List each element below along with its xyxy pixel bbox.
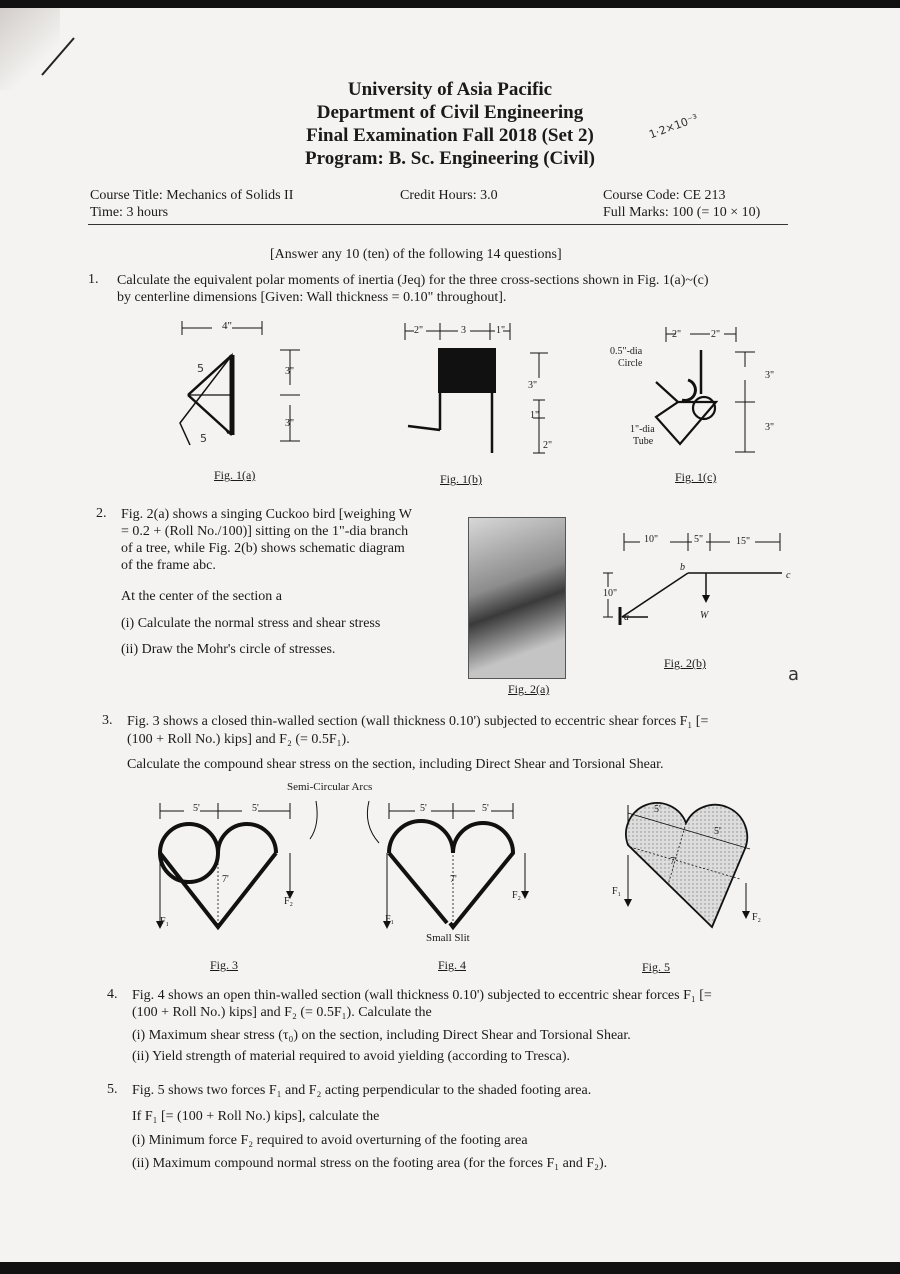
fig-1a-h2: 3"	[285, 418, 295, 429]
fig-1c-w1: 2"	[672, 329, 682, 340]
university-name: University of Asia Pacific	[347, 79, 553, 100]
full-marks: Full Marks: 100 (= 10 × 10)	[603, 205, 761, 220]
fig-1a-width: 4"	[222, 320, 232, 332]
q1-number: 1.	[88, 272, 99, 287]
credit-hours: Credit Hours: 3.0	[400, 188, 498, 203]
q5-part-ii: (ii) Maximum compound normal stress on the footing area (for the forces F₁ and F₂).	[132, 1156, 608, 1171]
q2-number: 2.	[96, 506, 107, 521]
fig-4-F2: F₂	[512, 890, 522, 901]
fig-4-seven: 7'	[450, 874, 457, 885]
fig-1c-w2: 2"	[711, 329, 721, 340]
q2-part-ii: (ii) Draw the Mohr's circle of stresses.	[121, 642, 336, 657]
q2-part-i: (i) Calculate the normal stress and shear stress	[121, 616, 381, 631]
q4-text-1: Fig. 4 shows an open thin-walled section (wall thickness 0.10') subjected to eccentric shear forces F₁ [=	[132, 988, 712, 1003]
fig-1b-caption: Fig. 1(b)	[440, 472, 482, 486]
fig-2b-point-a: a	[624, 612, 629, 623]
fig-2b-h: 10"	[603, 588, 618, 599]
fig-1b-h1: 3"	[528, 380, 538, 391]
fig-2b-d3: 15"	[736, 536, 751, 547]
fig-1a-h1: 3"	[285, 366, 295, 377]
course-title: Course Title: Mechanics of Solids II	[90, 188, 294, 203]
exam-time: Time: 3 hours	[90, 205, 169, 220]
fig-3-F1: F₁	[160, 916, 170, 927]
q5-text-1: Fig. 5 shows two forces F₁ and F₂ acting perpendicular to the shaded footing area.	[132, 1083, 592, 1098]
fig-1c-h1: 3"	[765, 370, 775, 381]
fig-1c-circle-label2: Circle	[618, 358, 643, 369]
department-name: Department of Civil Engineering	[316, 102, 584, 123]
q1-text-1: Calculate the equivalent polar moments of inertia (Jeq) for the three cross-sections shown in Fig. 1(a)~(c)	[117, 273, 709, 288]
q5-text-2: If F₁ [= (100 + Roll No.) kips], calculate the	[132, 1109, 380, 1124]
header-divider	[88, 224, 788, 225]
fig-3-F2: F₂	[284, 896, 294, 907]
semi-circular-arcs-label: Semi-Circular Arcs	[287, 781, 373, 793]
fig-3-seven: 7'	[222, 874, 229, 885]
fig-2b-d2: 5"	[694, 534, 704, 545]
bottom-border	[0, 1262, 900, 1274]
fig-1c-caption: Fig. 1(c)	[675, 470, 717, 484]
fig-1b-diagram	[400, 318, 560, 468]
handwritten-note: 1·2×10⁻³	[647, 111, 700, 142]
fig-1b-h3: 2"	[543, 440, 553, 451]
q2-text-3: of a tree, while Fig. 2(b) shows schematic diagram	[121, 541, 405, 556]
fig-1a-handwritten-5b: 5	[200, 432, 207, 445]
fig-4-small-slit: Small Slit	[426, 932, 470, 944]
fig-4-five-left: 5'	[420, 803, 427, 814]
fig-1a-handwritten-5a: 5	[197, 362, 204, 375]
q3-text-2: (100 + Roll No.) kips] and F₂ (= 0.5F₁).	[127, 732, 350, 747]
fig-3-diagram	[150, 795, 330, 945]
fig-5-caption: Fig. 5	[642, 960, 671, 974]
q2-text-2: = 0.2 + (Roll No./100)] sitting on the 1"-dia branch	[121, 524, 409, 539]
q4-part-ii: (ii) Yield strength of material required to avoid yielding (according to Tresca).	[132, 1049, 571, 1064]
fig-2a-caption: Fig. 2(a)	[508, 682, 550, 696]
fig-4-F1: F₁	[385, 914, 395, 925]
fig-2b-d1: 10"	[644, 534, 659, 545]
program-name: Program: B. Sc. Engineering (Civil)	[305, 148, 595, 169]
fig-5-diagram	[600, 795, 790, 955]
fig-1b-w3: 1"	[496, 325, 506, 336]
q3-text-1: Fig. 3 shows a closed thin-walled section (wall thickness 0.10') subjected to eccentric shear forces F₁ [=	[127, 714, 709, 729]
fig-1b-w2: 3	[461, 325, 466, 336]
fig-1b-w1: 2"	[414, 325, 424, 336]
q4-text-2: (100 + Roll No.) kips] and F₂ (= 0.5F₁). Calculate the	[132, 1005, 432, 1020]
q2-text-1: Fig. 2(a) shows a singing Cuckoo bird [weighing W	[121, 507, 412, 522]
fig-1c-tube-label2: Tube	[633, 436, 654, 447]
q2-center: At the center of the section a	[121, 589, 282, 604]
q4-part-i: (i) Maximum shear stress (τ₀) on the section, including Direct Shear and Torsional Shear.	[132, 1028, 631, 1043]
fig-1c-h2: 3"	[765, 422, 775, 433]
fig-1a-diagram	[170, 315, 310, 465]
fig-4-five-right: 5'	[482, 803, 489, 814]
instruction: [Answer any 10 (ten) of the following 14 questions]	[270, 247, 562, 262]
exam-title: Final Examination Fall 2018 (Set 2)	[306, 125, 594, 146]
fig-3-caption: Fig. 3	[210, 958, 239, 972]
fig-1b-h2: 1"	[530, 410, 540, 421]
fig-5-five-a: 5'	[654, 804, 661, 815]
q3-text-3: Calculate the compound shear stress on the section, including Direct Shear and Torsional Shear.	[127, 757, 664, 772]
q5-number: 5.	[107, 1082, 118, 1097]
course-code: Course Code: CE 213	[603, 188, 726, 203]
top-border	[0, 0, 900, 8]
q2-text-4: of the frame abc.	[121, 558, 216, 573]
fig-4-caption: Fig. 4	[438, 958, 467, 972]
fig-5-five-b: 5'	[714, 826, 721, 837]
fig-2b-load-w: W	[700, 610, 709, 621]
q4-number: 4.	[107, 987, 118, 1002]
fig-1c-circle-label: 0.5"-dia	[610, 346, 643, 357]
q3-number: 3.	[102, 713, 113, 728]
fig-5-F2: F₂	[752, 912, 762, 923]
fig-1c-diagram	[600, 322, 770, 472]
q5-part-i: (i) Minimum force F₂ required to avoid overturning of the footing area	[132, 1133, 528, 1148]
fig-1a-caption: Fig. 1(a)	[214, 468, 256, 482]
fig-2b-caption: Fig. 2(b)	[664, 656, 706, 670]
pen-mark	[0, 0, 90, 90]
fig-2b-point-b: b	[680, 562, 685, 573]
fig-3-five-left: 5'	[193, 803, 200, 814]
fig-3-five-right: 5'	[252, 803, 259, 814]
fig-5-F1: F₁	[612, 886, 622, 897]
cuckoo-bird-photo	[468, 517, 566, 679]
fig-5-seven: 7'	[670, 856, 677, 867]
fig-2b-point-c: c	[786, 570, 791, 581]
margin-handwritten-a: a	[788, 664, 800, 685]
q1-text-2: by centerline dimensions [Given: Wall thickness = 0.10" throughout].	[117, 290, 507, 305]
fig-1c-tube-label: 1"-dia	[630, 424, 655, 435]
